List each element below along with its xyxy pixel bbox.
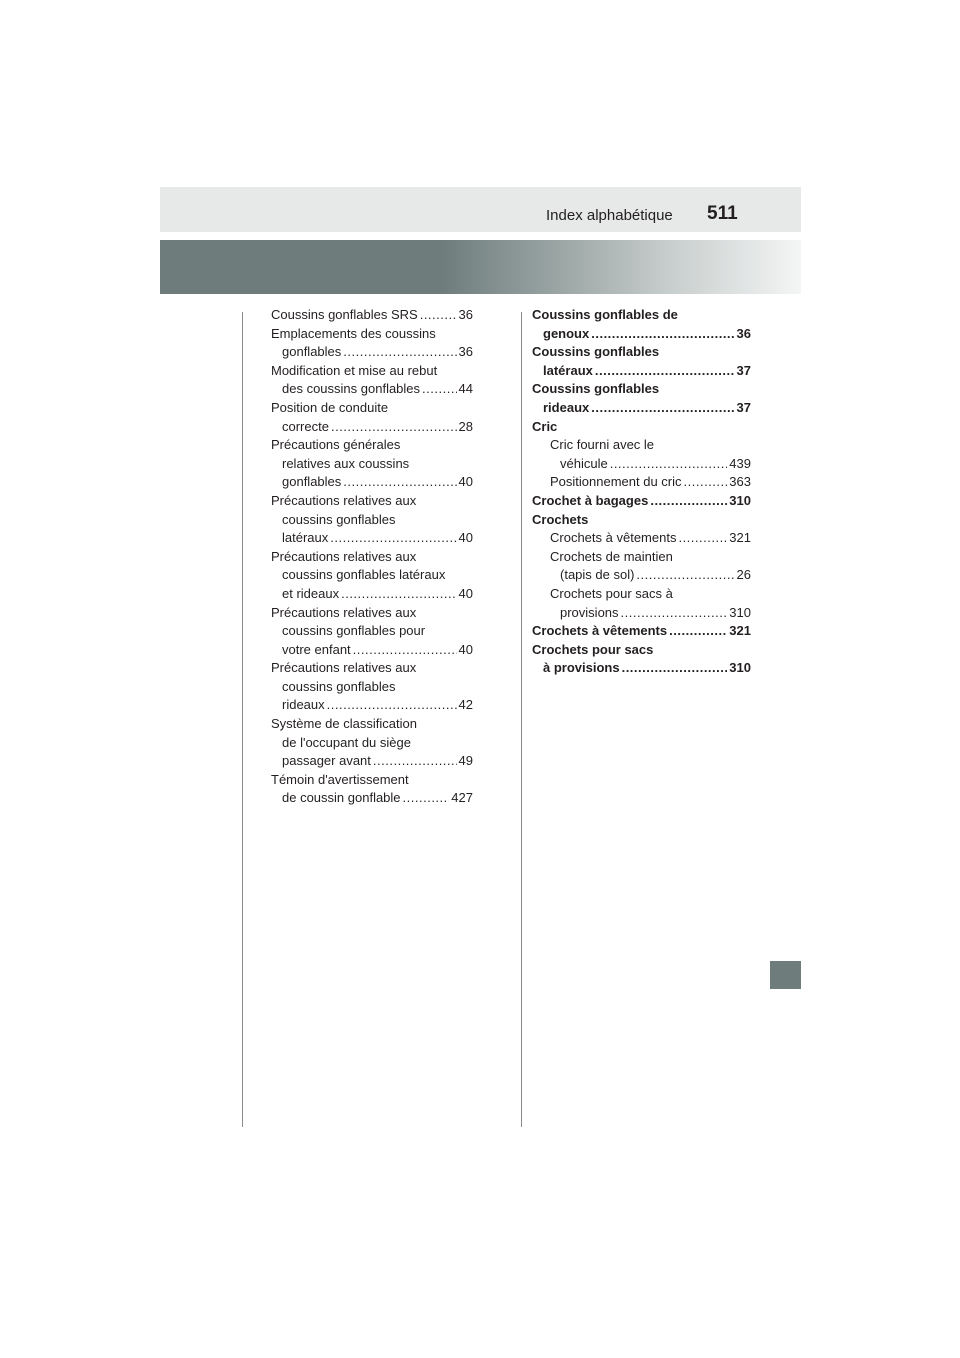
dot-leader [591,325,734,344]
dot-leader [403,789,450,808]
entry-text: latéraux [543,362,593,378]
index-heading [532,511,751,530]
index-entry [532,492,751,511]
entry-page-number: 28 [458,418,473,434]
index-entry [271,306,473,325]
entry-text: de coussin gonflable [282,790,401,806]
index-subentry [532,529,751,548]
entry-text: Crochets pour sacs à [550,585,673,601]
entry-text: véhicule [560,455,608,471]
dot-leader [343,343,456,362]
index-subentry [532,585,751,622]
dot-leader [343,473,456,492]
column-rule-right [521,312,522,1127]
dot-leader [684,473,728,492]
entry-text: Emplacements des coussins [271,325,436,341]
dot-leader [678,529,727,548]
section-thumb-tab [770,961,801,989]
entry-page-number: 321 [729,530,751,546]
dot-leader [636,566,734,585]
dot-leader [595,362,735,381]
entry-text: à provisions [543,660,620,676]
entry-page-number: 310 [729,492,751,508]
entry-page-number: 42 [458,697,473,713]
entry-text: Crochet à bagages [532,492,649,508]
entry-page-number: 40 [458,530,473,546]
entry-text: coussins gonflables pour [282,623,426,639]
entry-text: Crochets de maintien [550,548,673,564]
index-column-right [532,306,751,678]
index-entry [532,641,751,678]
entry-page-number: 310 [729,604,751,620]
index-entry [271,436,473,492]
index-entry [271,362,473,399]
index-entry [532,343,751,380]
entry-text: Modification et mise au rebut [271,362,438,378]
entry-text: Positionnement du cric [550,474,682,490]
heading-text: Crochets [532,511,589,527]
entry-text: Coussins gonflables [532,381,660,397]
dot-leader [373,752,457,771]
index-entry [271,399,473,436]
entry-page-number: 40 [458,474,473,490]
entry-page-number: 37 [736,362,751,378]
entry-text: (tapis de sol) [560,567,635,583]
index-entry [271,492,473,548]
entry-page-number: 37 [736,399,751,415]
entry-text: Précautions relatives aux [271,492,417,508]
entry-page-number: 40 [458,641,473,657]
heading-text: Cric [532,418,558,434]
index-subentry [532,548,751,585]
entry-text: Cric fourni avec le [550,437,655,453]
entry-text: Position de conduite [271,399,389,415]
dot-leader [422,380,457,399]
index-entry [532,306,751,343]
entry-text: votre enfant [282,641,351,657]
entry-page-number: 44 [458,381,473,397]
dot-leader [610,455,728,474]
entry-text: passager avant [282,753,371,769]
entry-text: Crochets à vêtements [550,530,677,546]
entry-text: rideaux [543,399,590,415]
entry-text: gonflables [282,474,342,490]
entry-text: Coussins gonflables de [532,307,678,322]
entry-text: relatives aux coussins [282,455,410,471]
entry-text: Coussins gonflables SRS [271,307,418,322]
column-rule-left [242,312,243,1127]
entry-text: Précautions relatives aux [271,604,417,620]
dot-leader [669,622,727,641]
entry-page-number: 321 [729,623,751,639]
entry-text: Précautions générales [271,437,401,453]
entry-text: rideaux [282,697,325,713]
entry-text: des coussins gonflables [282,381,421,397]
index-entry [271,604,473,660]
entry-page-number: 310 [729,660,751,676]
index-entry [532,622,751,641]
index-entry [271,771,473,808]
entry-text: gonflables [282,344,342,360]
dot-leader [621,604,728,623]
index-heading [532,418,751,437]
entry-page-number: 439 [729,455,751,471]
dot-leader [650,492,727,511]
index-subentry [532,473,751,492]
dot-leader [622,659,728,678]
index-entry [271,325,473,362]
entry-page-number: 363 [729,474,751,490]
dot-leader [330,529,456,548]
index-subentry [532,436,751,473]
dot-leader [327,696,457,715]
index-entry [271,715,473,771]
entry-text: provisions [560,604,619,620]
entry-text: et rideaux [282,585,340,601]
entry-page-number: 40 [458,585,473,601]
dot-leader [331,418,457,437]
entry-text: latéraux [282,530,329,546]
entry-text: correcte [282,418,329,434]
entry-text: de l'occupant du siège [282,734,411,750]
dot-leader [353,641,457,660]
index-entry [271,548,473,604]
index-entry [271,659,473,715]
entry-text: coussins gonflables latéraux [282,567,446,583]
page-number: 511 [707,203,738,224]
dot-leader [420,306,457,325]
header-band [160,187,801,232]
entry-text: Précautions relatives aux [271,548,417,564]
entry-text: Crochets pour sacs [532,641,654,657]
entry-page-number: 49 [458,753,473,769]
entry-page-number: 36 [736,325,751,341]
index-column-left [271,306,473,808]
dot-leader [591,399,734,418]
entry-page-number: 26 [736,567,751,583]
section-gradient-bar [160,240,801,294]
running-header-title: Index alphabétique [546,207,673,224]
entry-text: genoux [543,325,590,341]
index-entry [532,380,751,417]
entry-text: Système de classification [271,716,417,732]
entry-text: Coussins gonflables [532,344,660,360]
entry-text: coussins gonflables [282,678,396,694]
entry-text: Témoin d'avertissement [271,771,409,787]
entry-page-number: 36 [458,307,473,322]
entry-page-number: 427 [451,790,473,806]
entry-page-number: 36 [458,344,473,360]
entry-text: coussins gonflables [282,511,396,527]
entry-text: Crochets à vêtements [532,623,668,639]
dot-leader [341,585,456,604]
entry-text: Précautions relatives aux [271,660,417,676]
